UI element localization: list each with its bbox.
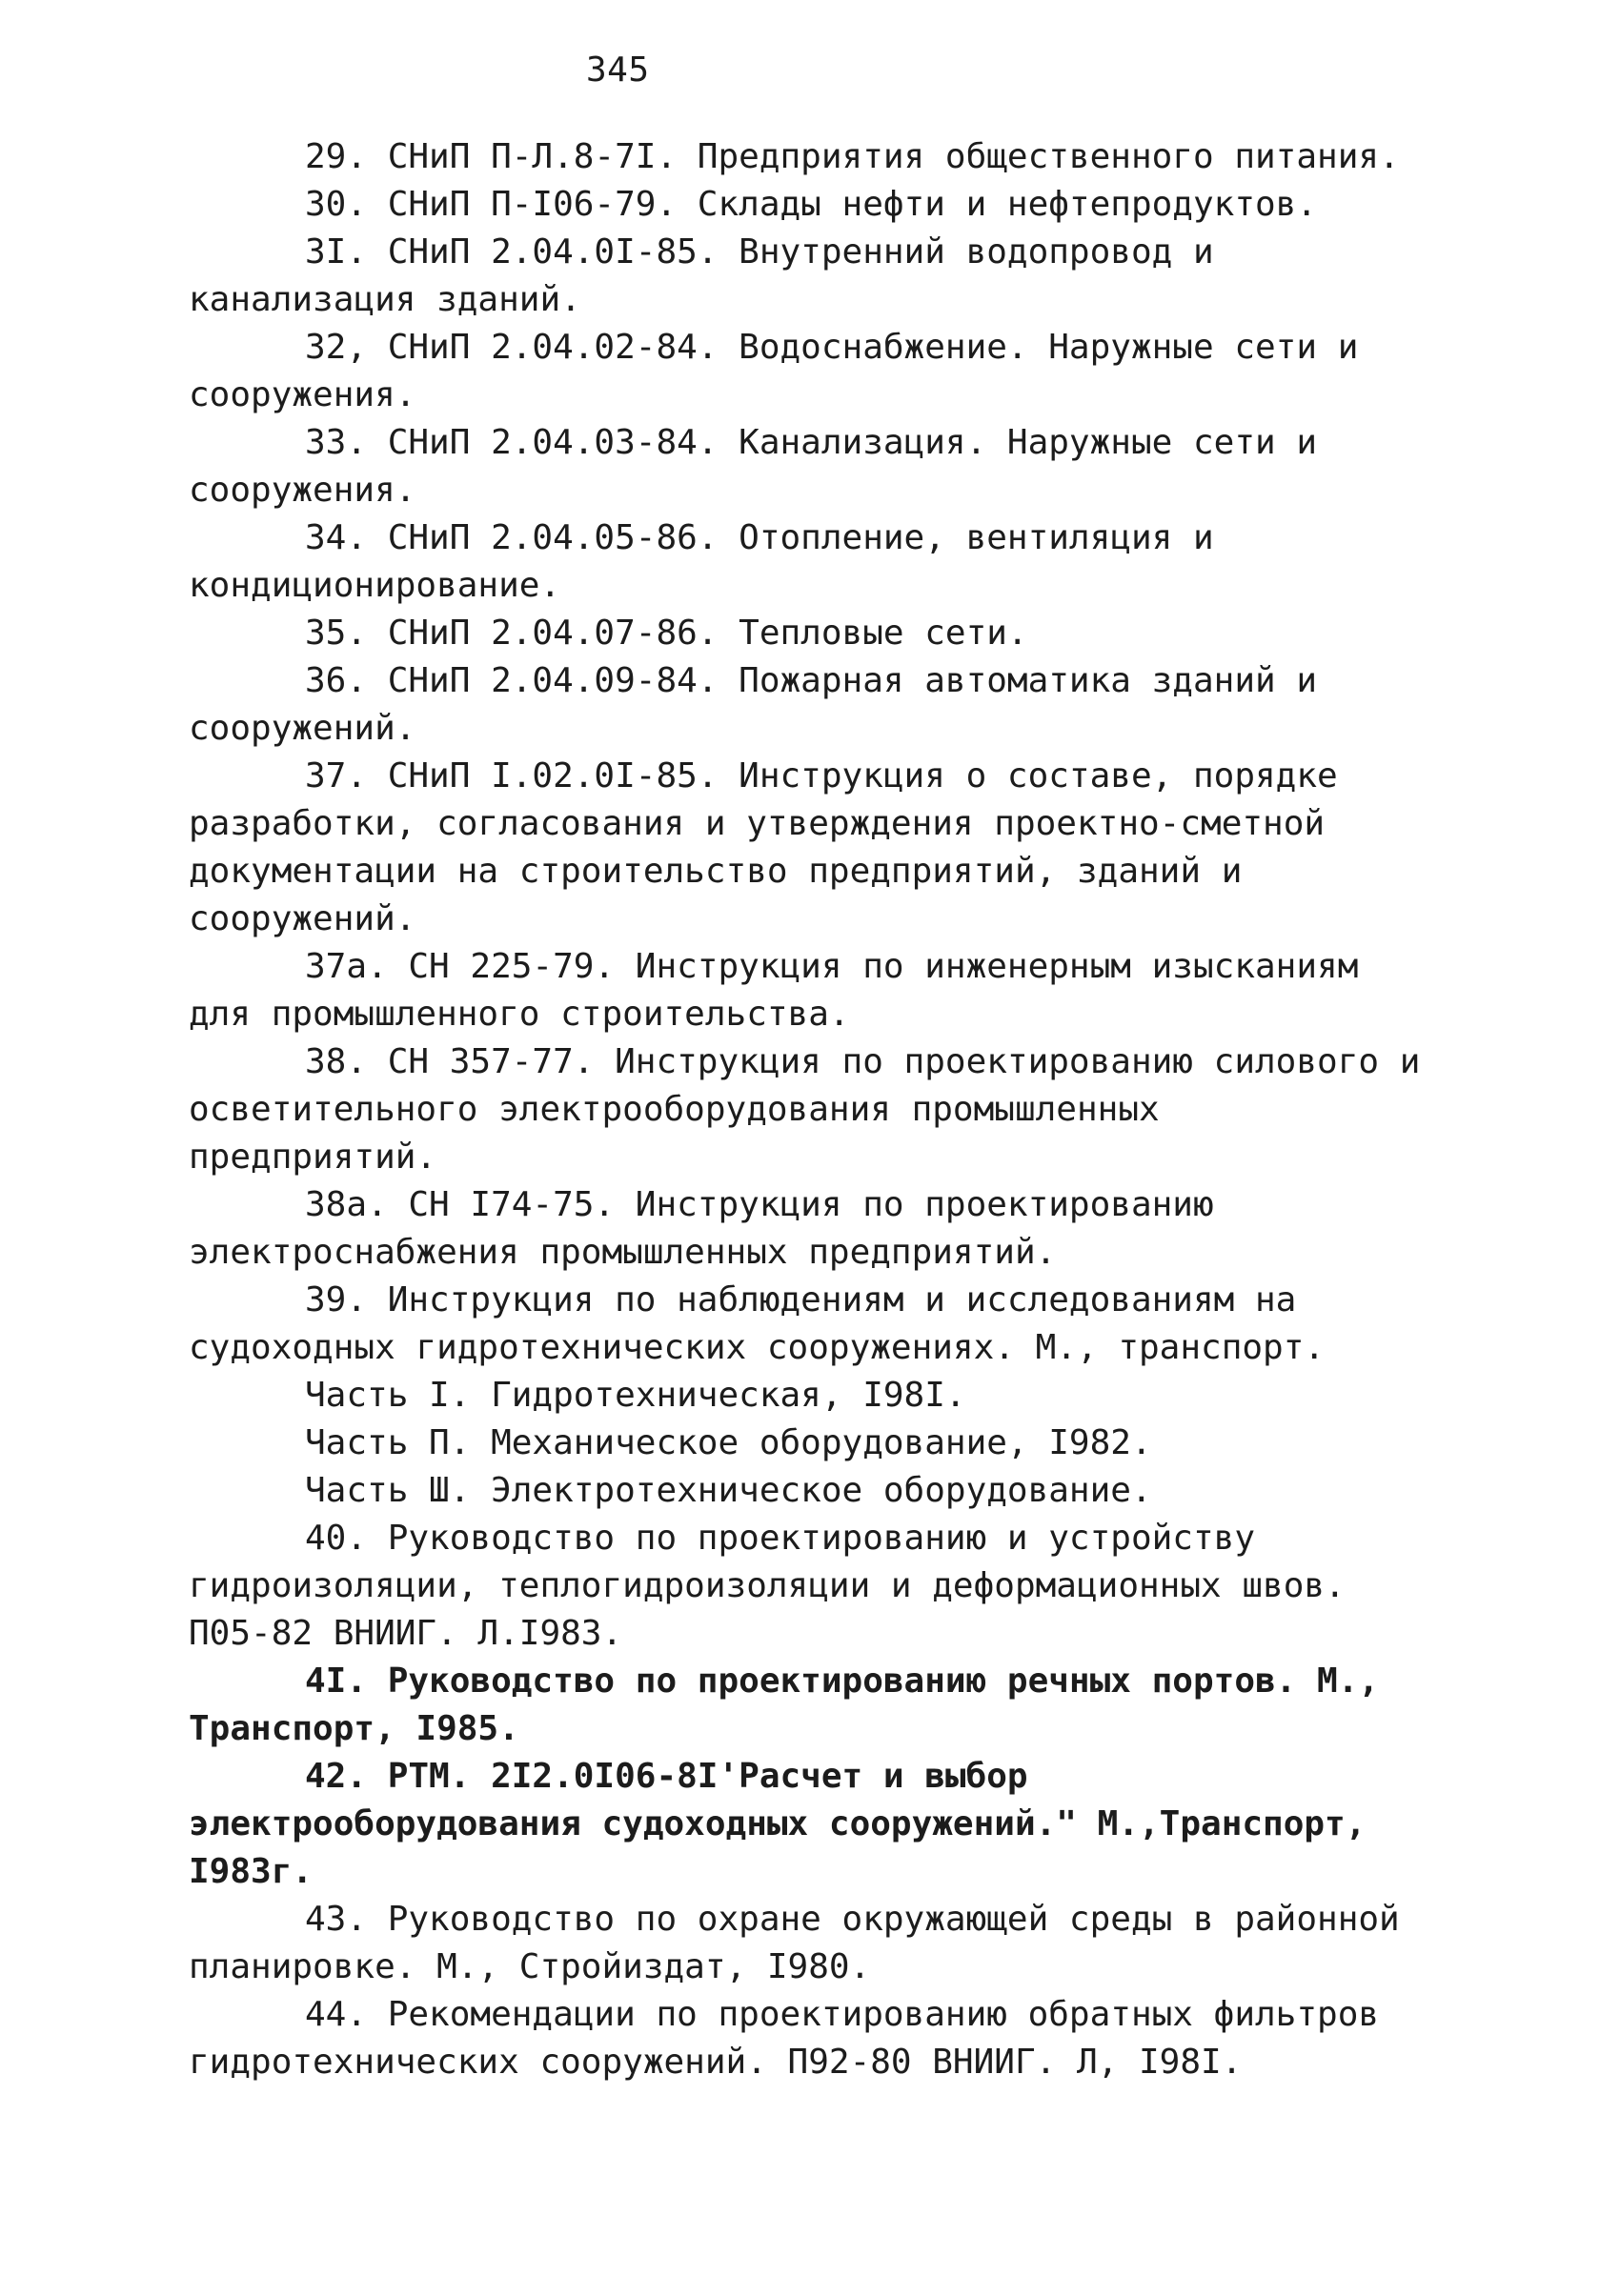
reference-item: 39. Инструкция по наблюдениям и исследованиям на судоходных гидротехнических сооружениях. М., транспорт. bbox=[189, 1280, 1326, 1367]
reference-item: 29. СНиП П-Л.8-7I. Предприятия общественного питания. bbox=[305, 137, 1400, 176]
reference-item: 38. СН 357-77. Инструкция по проектированию силового и осветительного электрооборудования промышленных предприятий. bbox=[189, 1042, 1421, 1177]
reference-item: 40. Руководство по проектированию и устройству гидроизоляции, теплогидроизоляции и деформационных швов. П05-82 ВНИИГ. Л.I983. bbox=[189, 1519, 1346, 1653]
reference-item: 34. СНиП 2.04.05-86. Отопление, вентиляция и кондиционирование. bbox=[189, 518, 1214, 605]
reference-item: 4I. Руководство по проектированию речных портов. М., Транспорт, I985. bbox=[189, 1662, 1380, 1748]
reference-subitem: Часть Ш. Электротехническое оборудование. bbox=[305, 1471, 1152, 1510]
reference-item: 32, СНиП 2.04.02-84. Водоснабжение. Наружные сети и сооружения. bbox=[189, 328, 1359, 414]
reference-item: 3I. СНиП 2.04.0I-85. Внутренний водопровод и канализация зданий. bbox=[189, 232, 1214, 319]
reference-item: 43. Руководство по охране окружающей среды в районной планировке. М., Стройиздат, I980. bbox=[189, 1900, 1400, 1986]
reference-item: 37. СНиП I.02.0I-85. Инструкция о составе, порядке разработки, согласования и утверждения проектно-сметной документации на строительство предприятий, зданий и сооружений. bbox=[189, 756, 1338, 938]
reference-subitem: Часть I. Гидротехническая, I98I. bbox=[305, 1376, 966, 1415]
reference-item: 38а. СН I74-75. Инструкция по проектированию электроснабжения промышленных предприятий. bbox=[189, 1185, 1214, 1272]
reference-item: 37а. СН 225-79. Инструкция по инженерным изысканиям для промышленного строительства. bbox=[189, 947, 1359, 1034]
reference-list bbox=[189, 133, 1428, 2086]
reference-item: 33. СНиП 2.04.03-84. Канализация. Наружные сети и сооружения. bbox=[189, 423, 1318, 510]
reference-subitem: Часть П. Механическое оборудование, I982. bbox=[305, 1423, 1152, 1462]
reference-item: 30. СНиП П-I06-79. Склады нефти и нефтепродуктов. bbox=[305, 185, 1318, 224]
reference-item: 42. РТМ. 2I2.0I06-8I'Расчет и выбор электрооборудования судоходных сооружений." М.,Транспорт, I983г. bbox=[189, 1757, 1367, 1891]
reference-item: 35. СНиП 2.04.07-86. Тепловые сети. bbox=[305, 614, 1028, 653]
reference-item: 44. Рекомендации по проектированию обратных фильтров гидротехнических сооружений. П92-80 ВНИИГ. Л, I98I. bbox=[189, 1995, 1380, 2082]
page-number: 345 bbox=[586, 50, 650, 90]
reference-item: 36. СНиП 2.04.09-84. Пожарная автоматика зданий и сооружений. bbox=[189, 661, 1318, 748]
